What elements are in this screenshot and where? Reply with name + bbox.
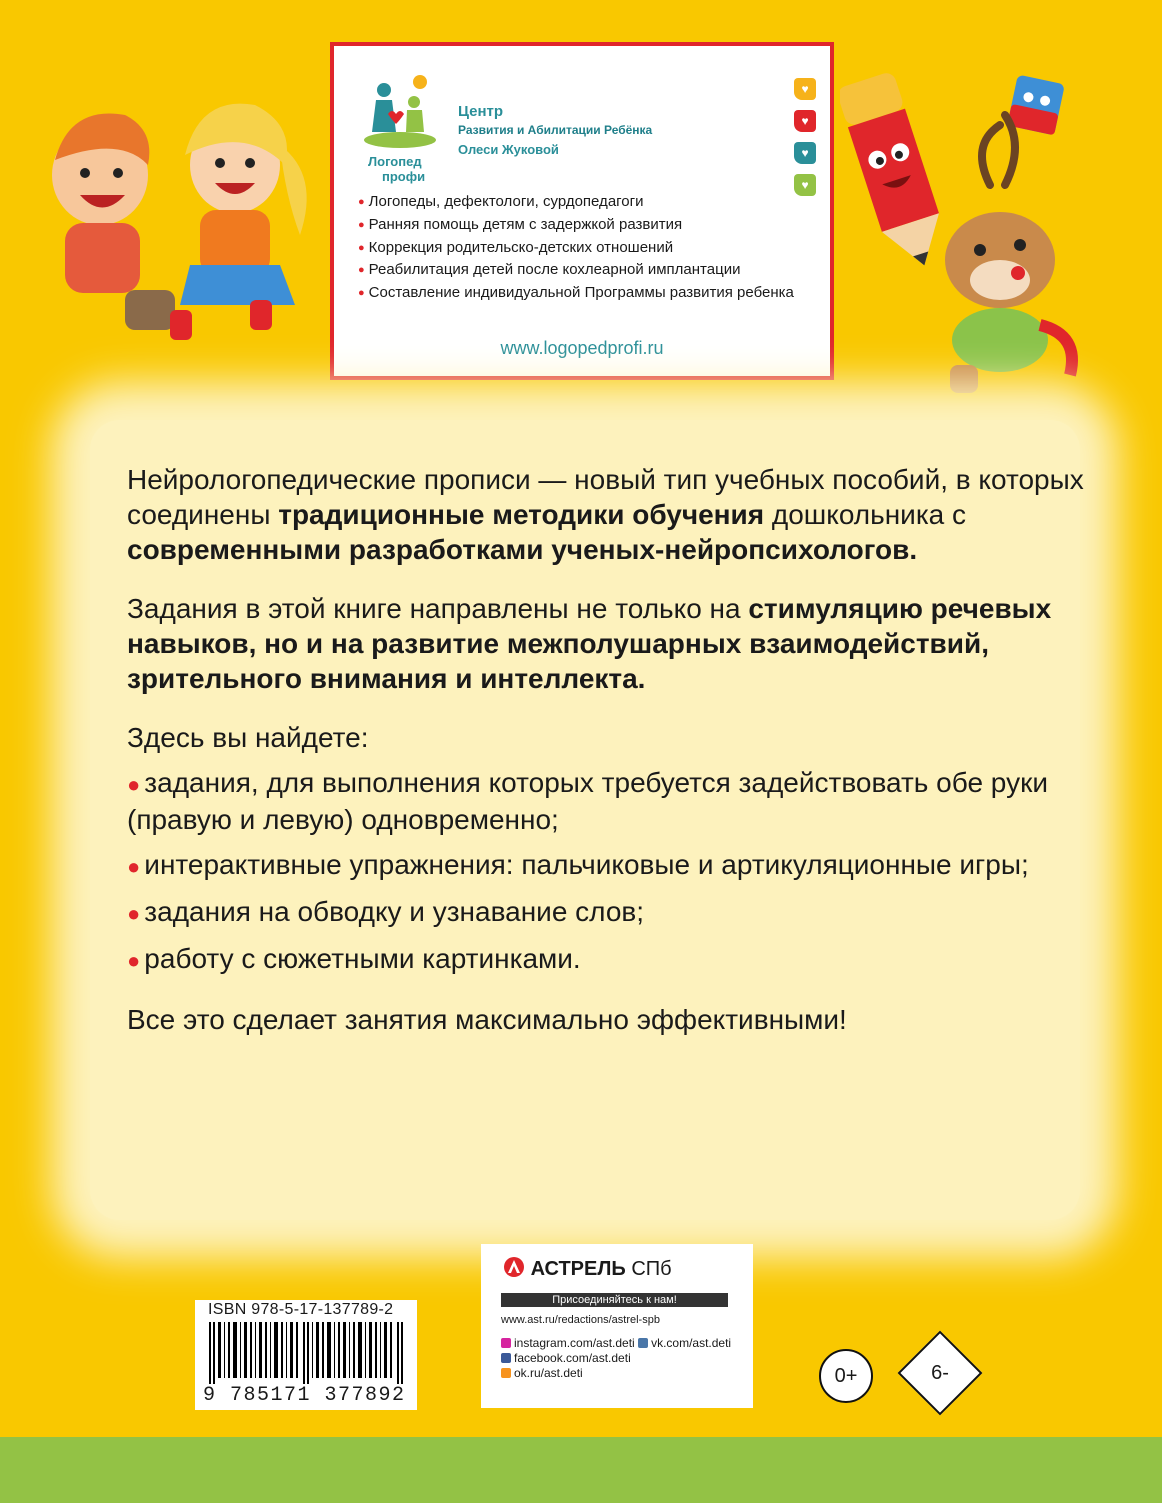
center-line3: Олеси Жуковой (458, 142, 559, 157)
p2-part: Задания в этой книге направлены не только на (127, 593, 749, 624)
barcode-digits: 9 785171 377892 (203, 1384, 406, 1407)
publisher-card (481, 1244, 753, 1408)
ok-icon (501, 1368, 511, 1378)
bullet-text: работу с сюжетными картинками. (144, 943, 581, 974)
center-line2: Развития и Абилитации Ребёнка (458, 123, 653, 137)
center-line1: Центр (458, 103, 504, 120)
bullet-icon: ● (127, 854, 141, 879)
p1-part: дошкольника с (764, 499, 967, 530)
bullet-text: задания на обводку и узнавание слов; (144, 896, 645, 927)
characters-illustration (840, 55, 1150, 405)
bullet-icon: ● (127, 948, 141, 973)
paragraph-2 (127, 591, 1087, 696)
publisher-suffix: СПб (631, 1258, 672, 1280)
bullet-text: задания, для выполнения которых требуется задействовать обе руки (правую и левую) одновременно; (127, 767, 1048, 835)
heart-icon: ♥ (794, 174, 816, 196)
kids-illustration (30, 55, 330, 355)
bullet-item (127, 941, 1087, 978)
astrel-logo-icon (503, 1256, 525, 1278)
ok-link[interactable]: ok.ru/ast.deti (514, 1366, 583, 1380)
vk-link[interactable]: vk.com/ast.deti (651, 1336, 732, 1350)
age-rating-badge: 0+ (819, 1349, 873, 1403)
p1-bold: традиционные методики обучения (278, 499, 765, 530)
join-us-banner: Присоединяйтесь к нам! (501, 1293, 728, 1307)
bullet-item (127, 894, 1087, 931)
closing-line: Все это сделает занятия максимально эффективными! (127, 1004, 847, 1035)
facebook-icon (501, 1353, 511, 1363)
instagram-link[interactable]: instagram.com/ast.deti (514, 1336, 635, 1350)
paragraph-1 (127, 462, 1087, 567)
service-item: ● Коррекция родительско-детских отношений (358, 237, 818, 260)
bottom-green-strip (0, 1437, 1162, 1503)
service-item: ● Логопеды, дефектологи, сурдопедагоги (358, 191, 818, 214)
bullet-item (127, 765, 1087, 837)
description-text (127, 462, 1087, 1061)
isbn-label: ISBN 978-5-17-137789-2 (208, 1301, 394, 1318)
logopedprofi-logo (362, 68, 442, 186)
bullet-icon: ● (127, 901, 141, 926)
center-info-card (330, 42, 834, 380)
publisher-logo (503, 1256, 672, 1281)
age-range-label: 6- (931, 1362, 949, 1384)
center-title (458, 102, 652, 159)
services-list (358, 191, 818, 305)
bullet-icon: ● (127, 772, 141, 797)
isbn-barcode (195, 1300, 417, 1410)
p1-part: Нейрологопедические прописи — новый тип учебных пособий, в которых соединены (127, 464, 1084, 530)
barcode-bars (205, 1322, 409, 1384)
vk-icon (638, 1338, 648, 1348)
heart-icon: ♥ (794, 78, 816, 100)
heart-icon: ♥ (794, 142, 816, 164)
heart-icon: ♥ (794, 110, 816, 132)
instagram-icon (501, 1338, 511, 1348)
service-item: ● Составление индивидуальной Программы развития ребенка (358, 282, 818, 305)
social-links (501, 1336, 741, 1381)
svg-text:Логопед: Логопед (368, 154, 422, 169)
bullet-text: интерактивные упражнения: пальчиковые и артикуляционные игры; (144, 849, 1029, 880)
service-item: ● Реабилитация детей после кохлеарной имплантации (358, 259, 818, 282)
intro-line: Здесь вы найдете: (127, 722, 369, 753)
p1-bold: современными разработками ученых-нейропсихологов. (127, 534, 918, 565)
facebook-link[interactable]: facebook.com/ast.deti (514, 1351, 631, 1365)
p2-bold: стимуляцию речевых навыков, но и на развитие межполушарных взаимодействий, зрительного внимания и интеллекта. (127, 593, 1052, 694)
publisher-site-link[interactable]: www.ast.ru/redactions/astrel-spb (501, 1314, 660, 1326)
svg-text:профи: профи (382, 169, 426, 184)
publisher-name: АСТРЕЛЬ (530, 1258, 626, 1280)
bullet-item (127, 847, 1087, 884)
service-item: ● Ранняя помощь детям с задержкой развития (358, 214, 818, 237)
center-website[interactable]: www.logopedprofi.ru (500, 338, 664, 358)
